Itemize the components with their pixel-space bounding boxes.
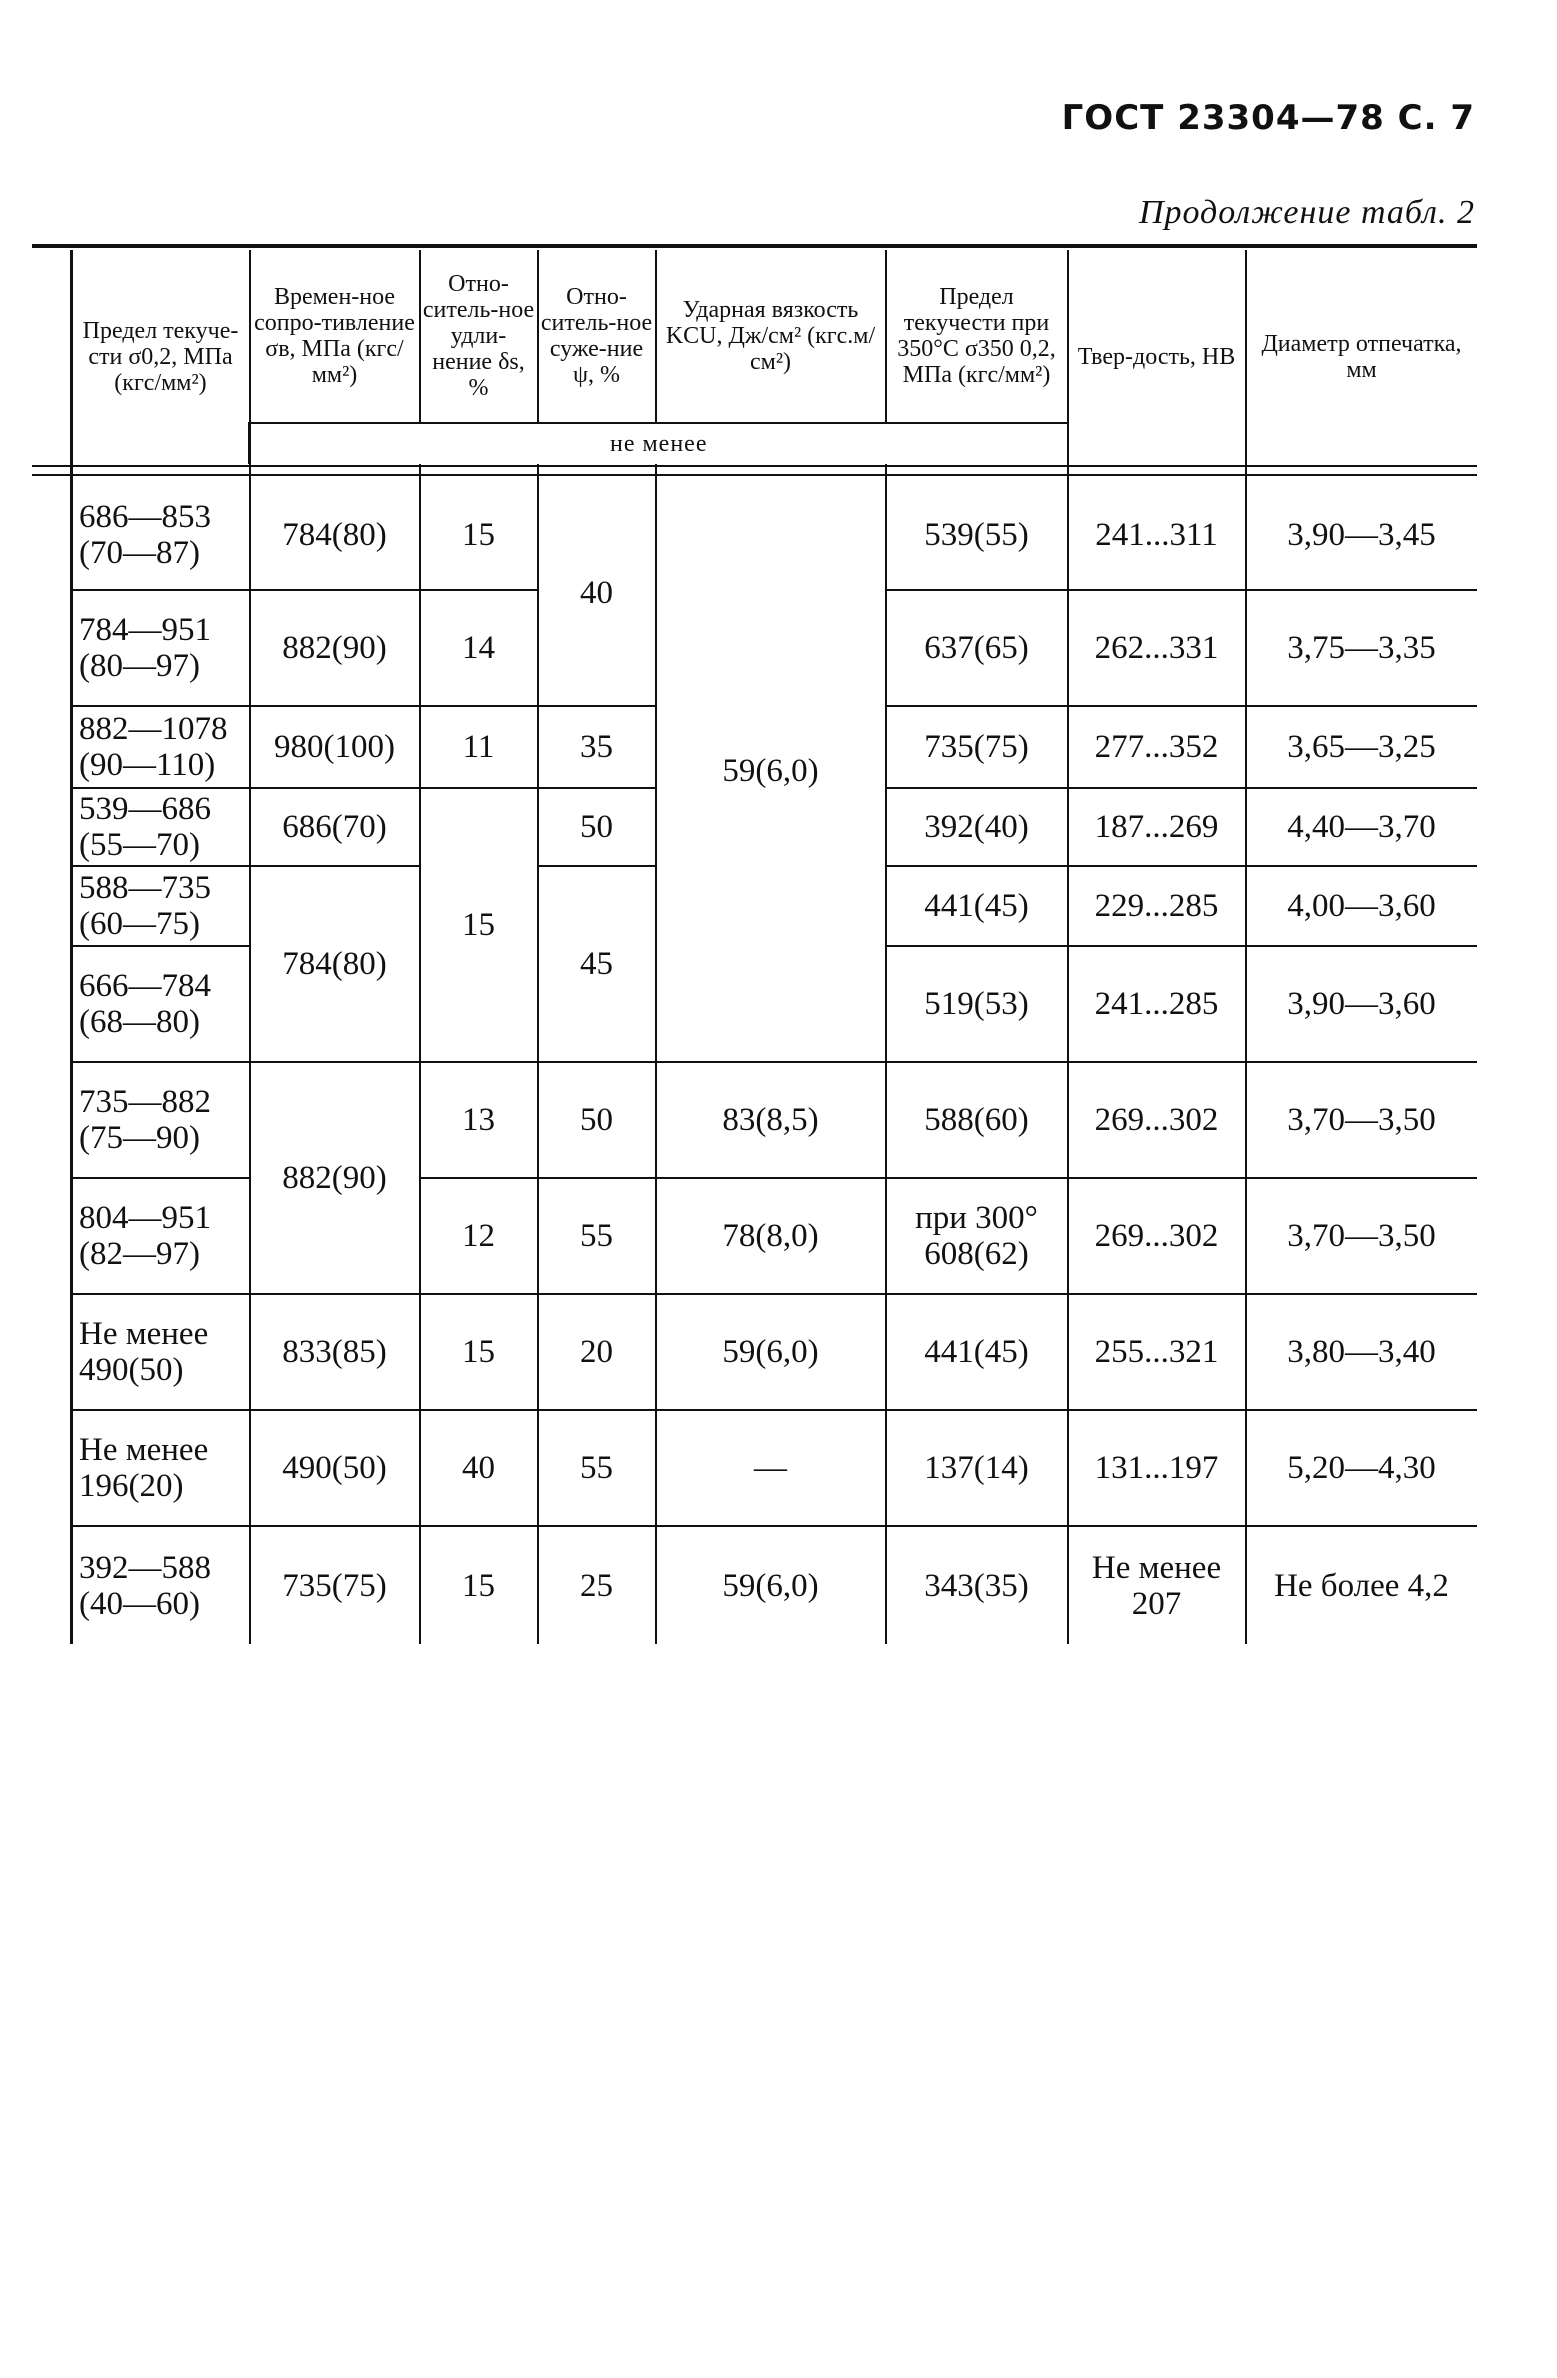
cell-hardness: 262...331	[1068, 590, 1246, 706]
col-header-yield350: Предел текучести при 350°С σ350 0,2, МПа (кгс/мм²)	[886, 250, 1068, 423]
cell-elongation: 12	[420, 1178, 538, 1294]
table-row	[72, 1410, 1477, 1526]
cell-diameter: 3,70—3,50	[1246, 1178, 1477, 1294]
col-header-reduction: Отно-ситель-ное суже-ние ψ, %	[538, 250, 656, 423]
col-header-strength: Времен-ное сопро-тивление σв, МПа (кгс/мм²)	[250, 250, 420, 423]
cell-hardness: 241...311	[1068, 480, 1246, 590]
cell-yield350: 519(53)	[886, 946, 1068, 1062]
cell-strength: 784(80)	[250, 480, 420, 590]
subheader-not-less: не менее	[250, 423, 1068, 464]
cell-yield: 686—853 (70—87)	[72, 480, 250, 590]
col-header-elongation: Отно-ситель-ное удли-нение δs, %	[420, 250, 538, 423]
cell-yield: 882—1078 (90—110)	[72, 706, 250, 788]
cell-diameter: 3,90—3,60	[1246, 946, 1477, 1062]
cell-hardness: 269...302	[1068, 1178, 1246, 1294]
cell-yield350: 343(35)	[886, 1526, 1068, 1644]
cell-impact: 59(6,0)	[656, 1526, 886, 1644]
cell-yield: Не менее 196(20)	[72, 1410, 250, 1526]
cell-strength: 833(85)	[250, 1294, 420, 1410]
cell-hardness: 187...269	[1068, 788, 1246, 866]
cell-hardness: 269...302	[1068, 1062, 1246, 1178]
cell-yield: 588—735 (60—75)	[72, 866, 250, 946]
cell-yield350: 735(75)	[886, 706, 1068, 788]
cell-diameter: 5,20—4,30	[1246, 1410, 1477, 1526]
cell-yield: 735—882 (75—90)	[72, 1062, 250, 1178]
cell-reduction: 35	[538, 706, 656, 788]
cell-yield350: 637(65)	[886, 590, 1068, 706]
cell-yield350: 441(45)	[886, 1294, 1068, 1410]
cell-yield350: 539(55)	[886, 480, 1068, 590]
col-header-impact: Ударная вязкость KCU, Дж/см² (кгс.м/см²)	[656, 250, 886, 423]
cell-hardness: 277...352	[1068, 706, 1246, 788]
cell-hardness: Не менее 207	[1068, 1526, 1246, 1644]
cell-yield: 784—951 (80—97)	[72, 590, 250, 706]
mechanical-properties-table	[70, 250, 1475, 1644]
col-header-hardness: Твер-дость, НВ	[1068, 250, 1246, 464]
cell-diameter: 3,75—3,35	[1246, 590, 1477, 706]
cell-diameter: 3,70—3,50	[1246, 1062, 1477, 1178]
cell-strength: 686(70)	[250, 788, 420, 866]
cell-hardness: 131...197	[1068, 1410, 1246, 1526]
cell-elongation: 11	[420, 706, 538, 788]
cell-yield350: 588(60)	[886, 1062, 1068, 1178]
cell-hardness: 241...285	[1068, 946, 1246, 1062]
cell-diameter: 3,65—3,25	[1246, 706, 1477, 788]
cell-impact: 59(6,0)	[656, 480, 886, 1062]
cell-yield: 666—784 (68—80)	[72, 946, 250, 1062]
cell-elongation: 15	[420, 1294, 538, 1410]
cell-diameter: Не более 4,2	[1246, 1526, 1477, 1644]
cell-impact: —	[656, 1410, 886, 1526]
cell-elongation: 40	[420, 1410, 538, 1526]
cell-yield350: 392(40)	[886, 788, 1068, 866]
cell-yield: 539—686 (55—70)	[72, 788, 250, 866]
cell-diameter: 3,80—3,40	[1246, 1294, 1477, 1410]
cell-yield: 392—588 (40—60)	[72, 1526, 250, 1644]
cell-impact: 59(6,0)	[656, 1294, 886, 1410]
table-row	[72, 1062, 1477, 1178]
cell-reduction: 55	[538, 1410, 656, 1526]
cell-reduction: 40	[538, 480, 656, 706]
cell-diameter: 3,90—3,45	[1246, 480, 1477, 590]
cell-reduction: 45	[538, 866, 656, 1062]
cell-diameter: 4,40—3,70	[1246, 788, 1477, 866]
cell-hardness: 255...321	[1068, 1294, 1246, 1410]
cell-elongation: 15	[420, 1526, 538, 1644]
cell-impact: 78(8,0)	[656, 1178, 886, 1294]
cell-elongation: 15	[420, 788, 538, 1062]
table-continuation-label: Продолжение табл. 2	[1138, 194, 1475, 231]
cell-yield350: при 300° 608(62)	[886, 1178, 1068, 1294]
table-row	[72, 1294, 1477, 1410]
cell-strength: 980(100)	[250, 706, 420, 788]
cell-reduction: 50	[538, 1062, 656, 1178]
cell-diameter: 4,00—3,60	[1246, 866, 1477, 946]
cell-elongation: 14	[420, 590, 538, 706]
cell-yield: 804—951 (82—97)	[72, 1178, 250, 1294]
cell-yield350: 137(14)	[886, 1410, 1068, 1526]
cell-strength: 490(50)	[250, 1410, 420, 1526]
cell-hardness: 229...285	[1068, 866, 1246, 946]
top-rule	[32, 244, 1477, 248]
cell-yield350: 441(45)	[886, 866, 1068, 946]
cell-elongation: 15	[420, 480, 538, 590]
table-row	[72, 480, 1477, 590]
table-row	[72, 1526, 1477, 1644]
cell-yield: Не менее 490(50)	[72, 1294, 250, 1410]
col-header-diameter: Диаметр отпечатка, мм	[1246, 250, 1477, 464]
cell-reduction: 25	[538, 1526, 656, 1644]
cell-reduction: 20	[538, 1294, 656, 1410]
col-header-yield: Предел текуче-сти σ0,2, МПа (кгс/мм²)	[72, 250, 250, 464]
cell-strength: 784(80)	[250, 866, 420, 1062]
page-header: ГОСТ 23304—78 С. 7	[1061, 98, 1475, 138]
cell-impact: 83(8,5)	[656, 1062, 886, 1178]
cell-strength: 735(75)	[250, 1526, 420, 1644]
cell-strength: 882(90)	[250, 590, 420, 706]
cell-strength: 882(90)	[250, 1062, 420, 1294]
cell-reduction: 55	[538, 1178, 656, 1294]
cell-elongation: 13	[420, 1062, 538, 1178]
cell-reduction: 50	[538, 788, 656, 866]
